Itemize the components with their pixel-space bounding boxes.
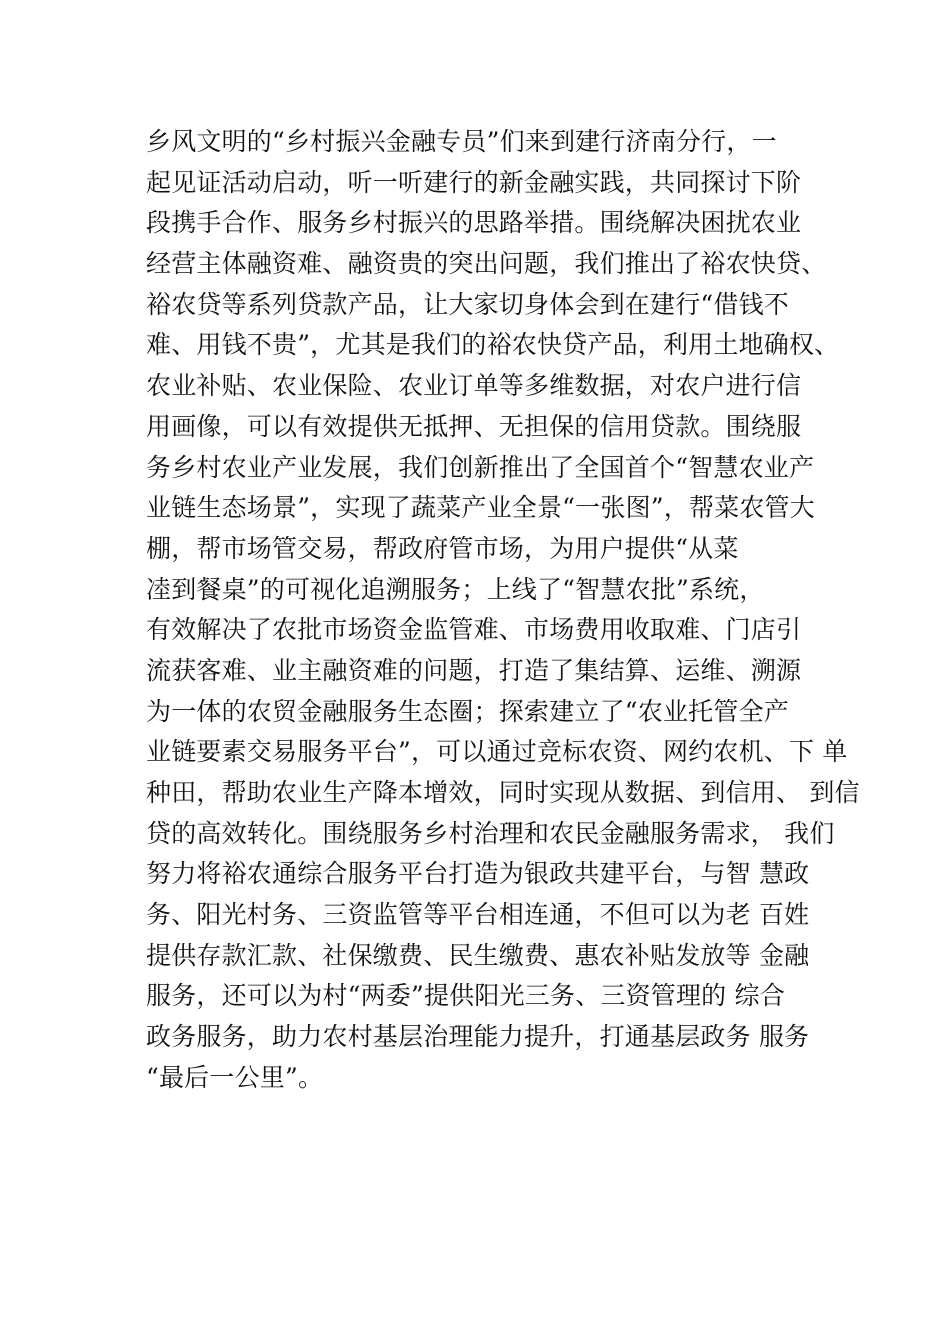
text-line: 流获客难、业主融资难的问题，打造了集结算、运维、溯源 (146, 655, 802, 685)
text-line: 用画像，可以有效提供无抵押、无担保的信用贷款。围绕服 (146, 411, 802, 441)
text-line: 裕农贷等系列贷款产品，让大家切身体会到在建行“借钱不 (146, 289, 789, 319)
text-line: 农业补贴、农业保险、农业订单等多维数据，对农户进行信 (146, 371, 802, 401)
text-line: 贷的高效转化。围绕服务乡村治理和农民金融服务需求， 我们 (146, 818, 835, 848)
text-line: 㓐到餐桌”的可视化追溯服务；上线了“智慧农批”系统， (146, 574, 765, 604)
text-line: 业链生态场景”，实现了蔬菜产业全景“一张图”，帮菜农管大 (146, 493, 815, 523)
text-line: 有效解决了农批市场资金监管难、市场费用收取难、门店引 (146, 615, 802, 645)
text-line: 难、用钱不贵”，尤其是我们的裕农快贷产品，利用土地确权、 (146, 330, 840, 360)
text-line: 务乡村农业产业发展，我们创新推出了全国首个“智慧农业产 (146, 452, 815, 482)
text-line: 政务服务，助力农村基层治理能力提升，打通基层政务 服务 (146, 1022, 810, 1052)
text-line: 种田，帮助农业生产降本增效，同时实现从数据、到信用、 到信 (146, 778, 860, 807)
text-line: 务、阳光村务、三资监管等平台相连通，不但可以为老 百姓 (146, 900, 810, 930)
text-line: 乡风文明的“乡村振兴金融专员”们来到建行济南分行，一 (146, 127, 777, 156)
text-line: 业链要素交易服务平台”，可以通过竞标农资、网约农机、下 单 (146, 737, 848, 767)
text-line: 段携手合作、服务乡村振兴的思路举措。围绕解决困扰农业 (146, 208, 802, 238)
text-line: 起见证活动启动，听一听建行的新金融实践，共同探讨下阶 (146, 167, 802, 197)
text-line: 为一体的农贸金融服务生态圈；探索建立了“农业托管全产 (146, 696, 789, 726)
body-paragraph (146, 122, 860, 1099)
text-line: “最后一公里”。 (146, 1062, 324, 1092)
text-line: 努力将裕农通综合服务平台打造为银政共建平台，与智 慧政 (146, 859, 810, 889)
text-line: 服务，还可以为村“两委”提供阳光三务、三资管理的 综合 (146, 981, 785, 1011)
text-line: 经营主体融资难、融资贵的突出问题，我们推出了裕农快贷、 (146, 249, 827, 279)
text-line: 棚，帮市场管交易，帮政府管市场，为用户提供“从菜 (146, 533, 739, 563)
text-line: 提供存款汇款、社保缴费、民生缴费、惠农补贴发放等 金融 (146, 940, 810, 970)
